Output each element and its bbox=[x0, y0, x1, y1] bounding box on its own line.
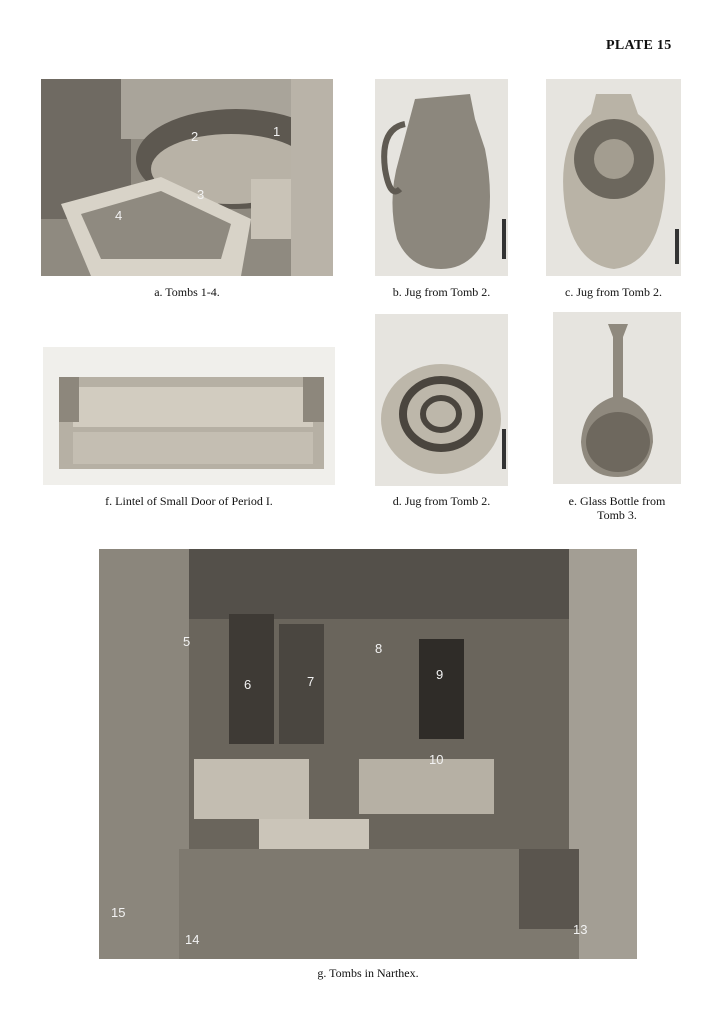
caption-g: g. Tombs in Narthex. bbox=[317, 966, 419, 980]
caption-e bbox=[548, 494, 686, 522]
tomb-label-5: 5 bbox=[183, 634, 191, 649]
photo-jug-c bbox=[546, 79, 681, 276]
caption-e-line2: Tomb 3. bbox=[597, 508, 637, 522]
tomb-label-9: 9 bbox=[436, 667, 444, 682]
plate-number: PLATE 15 bbox=[606, 38, 672, 53]
tomb-label-2: 2 bbox=[191, 129, 199, 144]
caption-f: f. Lintel of Small Door of Period I. bbox=[105, 494, 273, 508]
caption-c: c. Jug from Tomb 2. bbox=[565, 285, 662, 299]
tomb-label-10: 10 bbox=[429, 752, 444, 767]
tomb-label-4: 4 bbox=[115, 208, 123, 223]
photo-lintel bbox=[43, 347, 335, 485]
caption-d: d. Jug from Tomb 2. bbox=[392, 494, 491, 508]
tomb-label-1: 1 bbox=[273, 124, 281, 139]
caption-e-line1: e. Glass Bottle from bbox=[568, 494, 666, 508]
tomb-label-13: 13 bbox=[573, 922, 588, 937]
tomb-label-7: 7 bbox=[307, 674, 315, 689]
tomb-label-3: 3 bbox=[197, 187, 205, 202]
caption-a: a. Tombs 1-4. bbox=[154, 285, 220, 299]
tomb-label-8: 8 bbox=[375, 641, 383, 656]
tomb-label-15: 15 bbox=[111, 905, 126, 920]
photo-jug-d bbox=[375, 314, 508, 486]
photo-tombs-1-4 bbox=[41, 79, 333, 276]
tomb-label-6: 6 bbox=[244, 677, 252, 692]
tomb-label-14: 14 bbox=[185, 932, 200, 947]
photo-glass-bottle bbox=[553, 312, 681, 484]
photo-tombs-narthex bbox=[99, 549, 637, 959]
caption-b: b. Jug from Tomb 2. bbox=[392, 285, 491, 299]
photo-jug-b bbox=[375, 79, 508, 276]
